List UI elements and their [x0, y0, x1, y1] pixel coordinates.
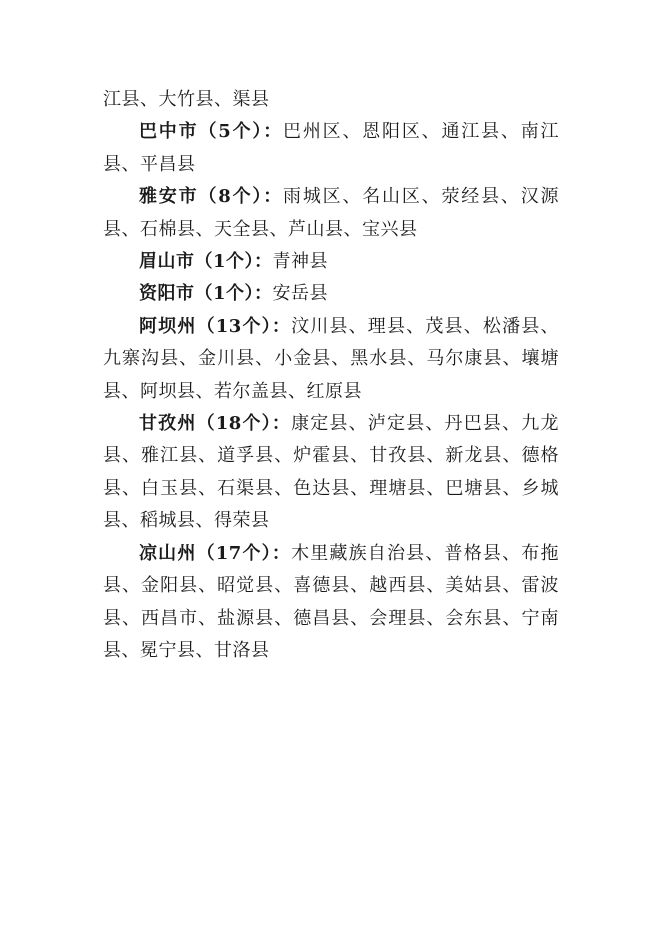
entry-count: （5个）： — [198, 121, 284, 143]
entry-count: （18个）： — [196, 413, 292, 435]
entry-bazhong — [103, 116, 559, 181]
entry-meishan — [103, 246, 559, 278]
entry-liangshan — [103, 538, 559, 668]
entry-text: 康定县、泸定县、丹巴县、九龙县、雅江县、道孚县、炉霍县、甘孜县、新龙县、德格县、白玉县、石渠县、色达县、理塘县、巴塘县、乡城县、稻城县、得荣县 — [103, 413, 559, 532]
entry-count: （17个）： — [196, 542, 292, 564]
entry-ziyang — [103, 278, 559, 310]
entry-aba — [103, 311, 559, 408]
document-page — [103, 84, 559, 667]
entry-count: （13个）： — [196, 315, 292, 337]
entry-text: 雨城区、名山区、荥经县、汉源县、石棉县、天全县、芦山县、宝兴县 — [103, 186, 560, 240]
entry-ganzi — [103, 408, 559, 538]
entry-label: 凉山州 — [139, 542, 197, 564]
entry-label: 甘孜州 — [139, 413, 197, 435]
entry-text: 汶川县、理县、茂县、松潘县、九寨沟县、金川县、小金县、黑水县、马尔康县、壤塘县、阿坝县、若尔盖县、红原县 — [103, 315, 559, 402]
entry-label: 资阳市 — [139, 283, 195, 305]
entry-label: 巴中市 — [139, 121, 199, 143]
entry-yaan — [103, 181, 559, 246]
entry-count: （8个）： — [198, 186, 284, 208]
entry-label: 眉山市 — [139, 251, 195, 273]
entry-text: 青神县 — [272, 251, 329, 273]
entry-label: 阿坝州 — [139, 315, 197, 337]
entry-text: 巴州区、恩阳区、通江县、南江县、平昌县 — [103, 121, 560, 175]
entry-count: （1个）： — [194, 283, 273, 305]
entry-text: 安岳县 — [272, 283, 329, 305]
continuation-line: 江县、大竹县、渠县 — [103, 89, 270, 110]
entry-count: （1个）： — [194, 251, 273, 273]
entry-text: 木里藏族自治县、普格县、布拖县、金阳县、昭觉县、喜德县、越西县、美姑县、雷波县、西昌市、盐源县、德昌县、会理县、会东县、宁南县、冕宁县、甘洛县 — [103, 542, 559, 661]
entry-label: 雅安市 — [139, 186, 199, 208]
